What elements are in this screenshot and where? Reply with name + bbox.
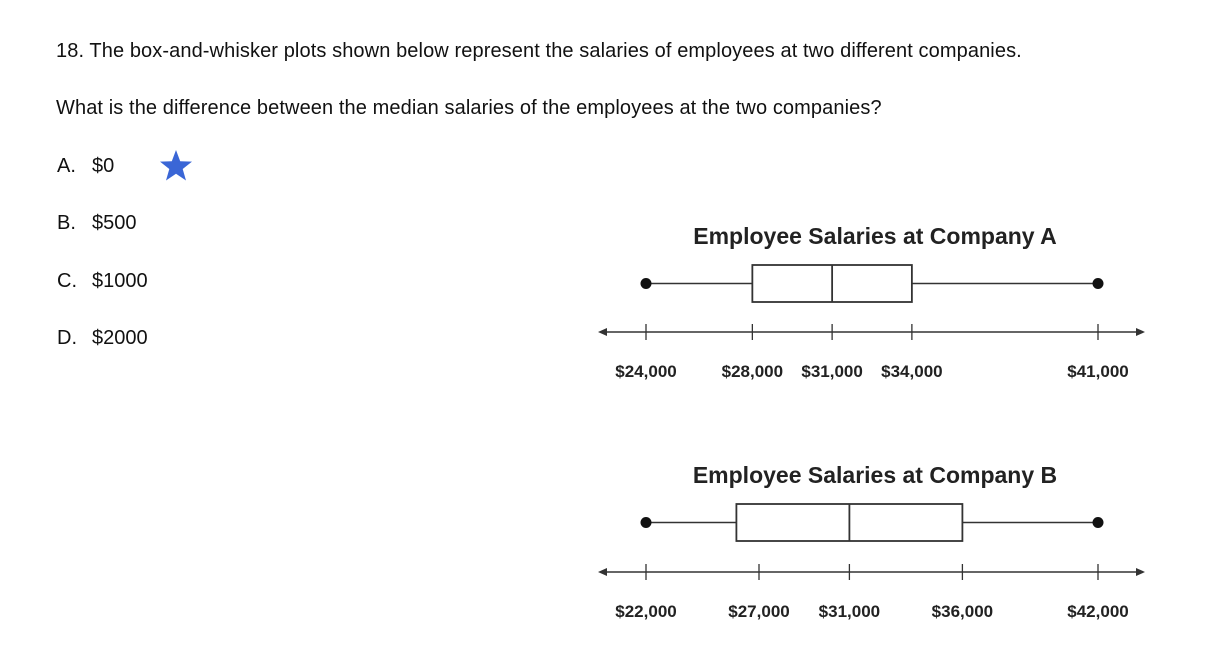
choice-b	[57, 212, 137, 235]
choice-letter: A.	[57, 155, 76, 177]
tick-label: $27,000	[728, 602, 790, 621]
choice-text: $500	[92, 212, 137, 234]
question-prompt: What is the difference between the median salaries of the employees at the two companies?	[56, 97, 882, 119]
max-point	[1093, 517, 1104, 528]
axis-arrow-right	[1136, 328, 1145, 336]
star-icon	[158, 148, 194, 184]
min-point	[641, 517, 652, 528]
choice-c	[57, 270, 148, 293]
question-text: 18. The box-and-whisker plots shown below represent the salaries of employees at two different companies.	[56, 40, 1022, 62]
tick-label: $36,000	[931, 602, 994, 621]
tick-label: $31,000	[801, 362, 863, 381]
choice-d	[57, 327, 148, 350]
choice-letter: D.	[57, 327, 77, 349]
max-point	[1093, 278, 1104, 289]
choice-text: $1000	[92, 270, 148, 292]
boxplot-company-a	[590, 215, 1160, 390]
choice-text: $2000	[92, 327, 148, 349]
choice-letter: B.	[57, 212, 76, 234]
tick-label: $34,000	[881, 362, 943, 381]
chart-title: Employee Salaries at Company A	[693, 223, 1057, 249]
choice-text: $0	[92, 155, 115, 177]
axis-arrow-left	[598, 568, 607, 576]
boxplot-company-b	[590, 455, 1160, 630]
axis-arrow-right	[1136, 568, 1145, 576]
tick-label: $42,000	[1067, 602, 1129, 621]
chart-title: Employee Salaries at Company B	[692, 462, 1058, 488]
tick-label: $31,000	[818, 602, 881, 621]
tick-label: $28,000	[721, 362, 784, 381]
tick-label: $24,000	[615, 362, 677, 381]
tick-label: $41,000	[1067, 362, 1129, 381]
axis-arrow-left	[598, 328, 607, 336]
tick-label: $22,000	[615, 602, 677, 621]
min-point	[641, 278, 652, 289]
choice-a	[57, 155, 114, 178]
choice-letter: C.	[57, 270, 77, 292]
